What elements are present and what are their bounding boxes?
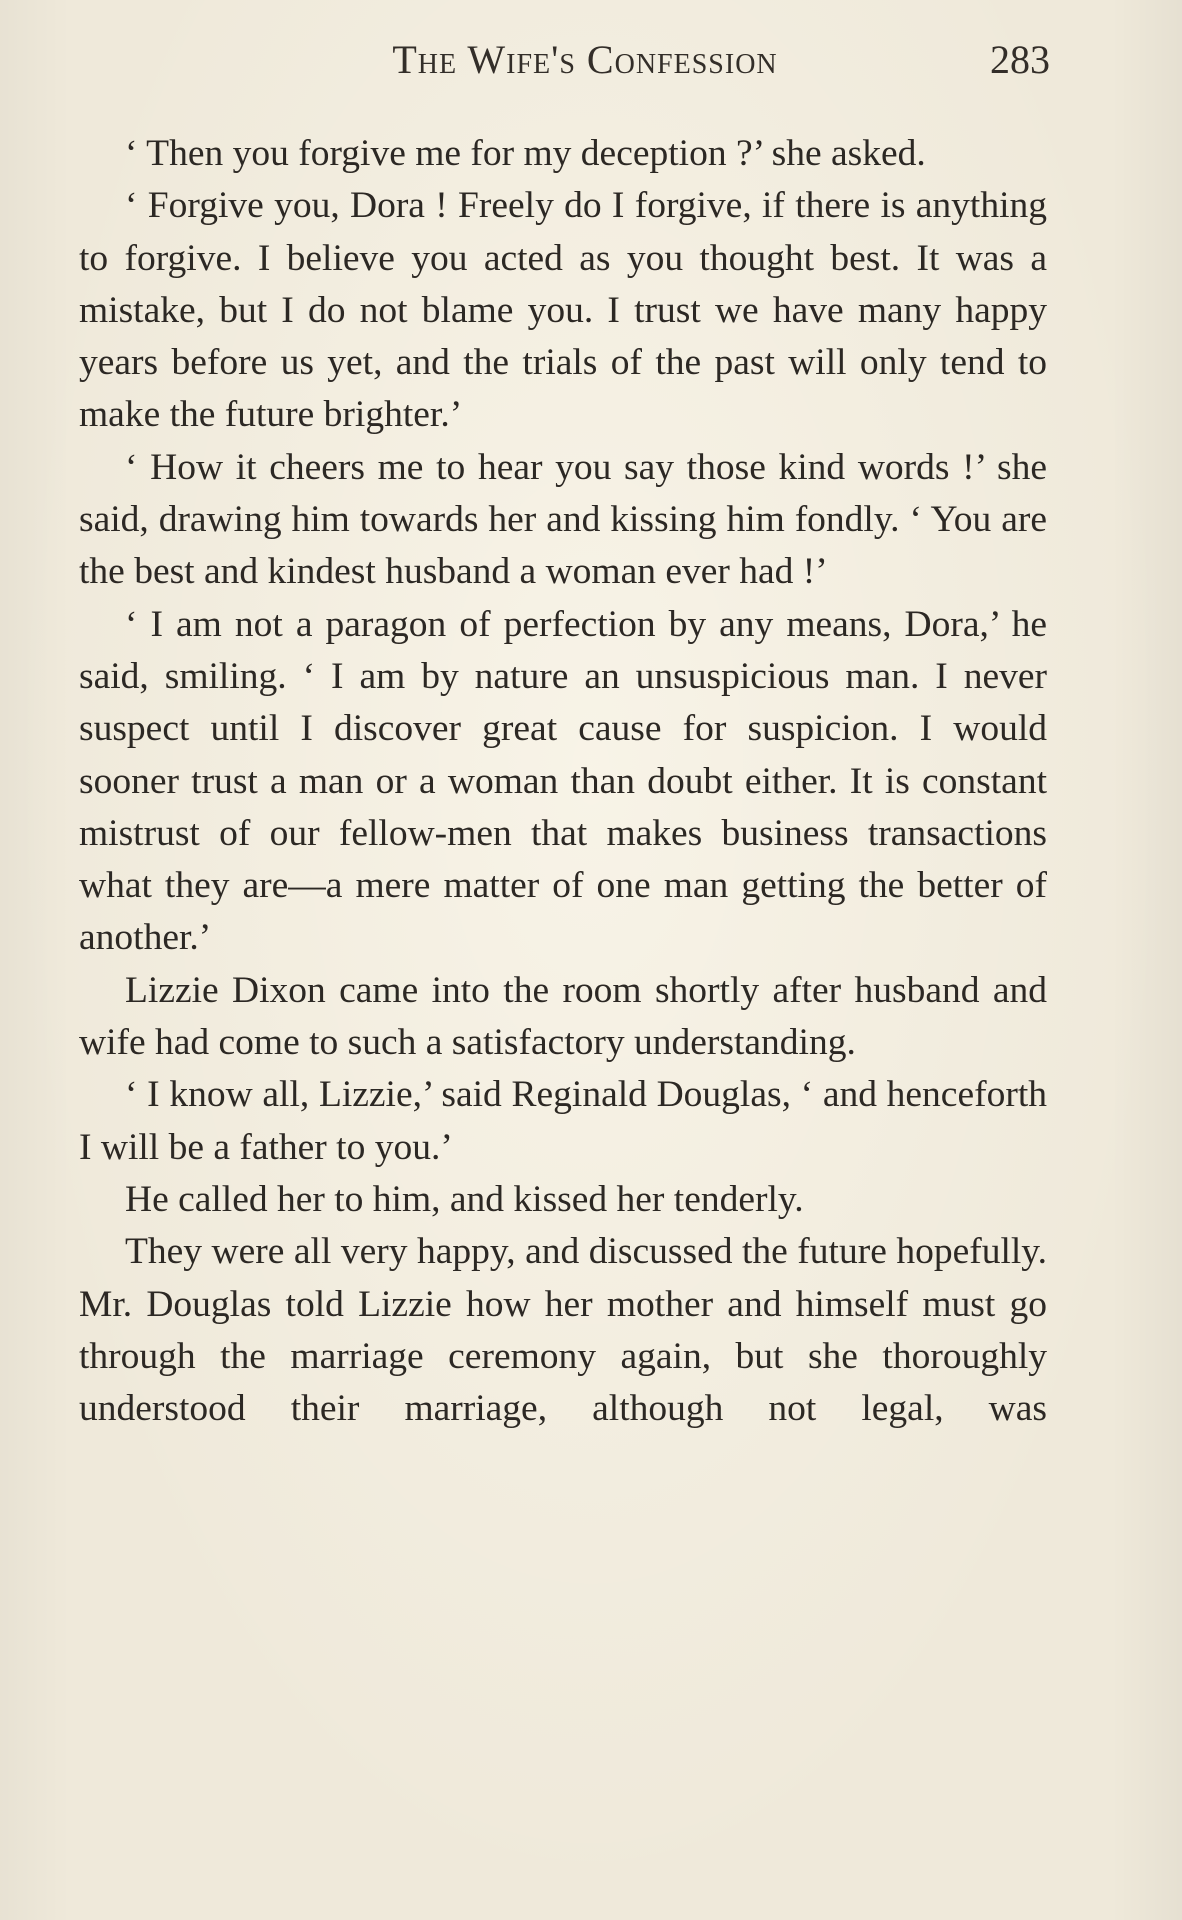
paragraph: ‘ I know all, Lizzie,’ said Reginald Douglas, ‘ and henceforth I will be a father to you.’ — [79, 1074, 1047, 1168]
running-title: The Wife's Confession — [392, 37, 778, 82]
body-text — [79, 128, 1047, 1435]
paragraph: ‘ I am not a paragon of perfection by any means, Dora,’ he said, smiling. ‘ I am by nature an unsuspicious man. I never suspect until I discover great cause for suspicion. I would sooner trust a man or a woman than doubt either. It is constant mistrust of our fellow-men that makes business transactions what they are—a mere matter of one man getting the better of another.’ — [79, 603, 1047, 959]
paragraph: He called her to him, and kissed her tenderly. — [125, 1178, 804, 1220]
paragraph: ‘ Then you forgive me for my deception ?’ she asked. — [125, 133, 926, 174]
paragraph: They were all very happy, and discussed the future hopefully. Mr. Douglas told Lizzie how her mother and himself must go through the marriage ceremony again, but she thoroughly understood their marriage, although not legal, was — [79, 1231, 1047, 1430]
paragraph: ‘ Forgive you, Dora ! Freely do I forgive, if there is anything to forgive. I believe you acted as you thought best. It was a mistake, but I do not blame you. I trust we have many happy years before us yet, and the trials of the past will only tend to make the future brighter.’ — [79, 185, 1047, 436]
page-header — [80, 36, 1050, 96]
paragraph: Lizzie Dixon came into the room shortly after husband and wife had come to such a satisfactory understanding. — [79, 969, 1047, 1064]
page-number: 283 — [990, 37, 1050, 82]
paragraph: ‘ How it cheers me to hear you say those kind words !’ she said, drawing him towards her and kissing him fondly. ‘ You are the best and kindest husband a woman ever had !’ — [79, 446, 1047, 593]
